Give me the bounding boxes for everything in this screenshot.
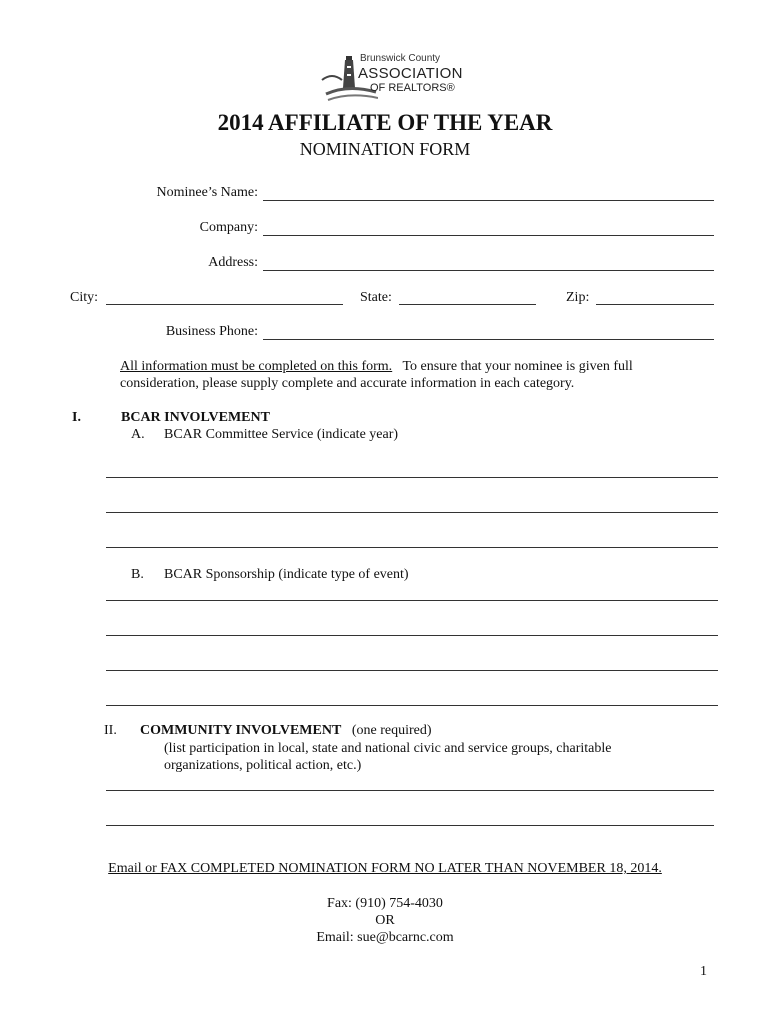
city-label: City: — [70, 290, 99, 305]
sponsorship-line-4[interactable] — [106, 705, 718, 706]
section-2-heading: COMMUNITY INVOLVEMENT — [140, 723, 342, 738]
form-title: 2014 AFFILIATE OF THE YEAR — [217, 110, 553, 135]
section-2-desc-line-2: organizations, political action, etc.) — [164, 758, 362, 773]
instructions-rest: To ensure that your nominee is given full — [402, 359, 633, 374]
form-subtitle: NOMINATION FORM — [299, 139, 471, 159]
address-field[interactable] — [263, 270, 714, 271]
page-number: 1 — [700, 964, 707, 979]
section-1-heading: BCAR INVOLVEMENT — [121, 410, 270, 425]
committee-service-line-2[interactable] — [106, 512, 718, 513]
email-address: Email: sue@bcarnc.com — [316, 930, 454, 945]
company-label: Company: — [199, 220, 258, 235]
fax-number: Fax: (910) 754-4030 — [327, 896, 443, 911]
state-label: State: — [360, 290, 392, 305]
section-2-heading-line — [140, 723, 432, 739]
logo-line-1: Brunswick County — [360, 53, 441, 64]
logo-line-3: OF REALTORS® — [370, 82, 455, 94]
instructions-underlined: All information must be completed on this form. — [120, 359, 393, 374]
city-field[interactable] — [106, 304, 343, 305]
section-1a-letter: A. — [131, 427, 145, 442]
company-field[interactable] — [263, 235, 714, 236]
state-field[interactable] — [399, 304, 536, 305]
instructions-line-1 — [120, 359, 633, 375]
sponsorship-line-3[interactable] — [106, 670, 718, 671]
or-text: OR — [375, 913, 395, 928]
deadline-text: Email or FAX COMPLETED NOMINATION FORM NO LATER THAN NOVEMBER 18, 2014. — [108, 861, 662, 876]
section-1b-text: BCAR Sponsorship (indicate type of event) — [164, 567, 409, 582]
instructions-line-2: consideration, please supply complete and accurate information in each category. — [120, 376, 575, 391]
section-2-numeral: II. — [104, 723, 117, 738]
association-logo — [318, 50, 468, 106]
committee-service-line-3[interactable] — [106, 547, 718, 548]
section-2-desc-line-1: (list participation in local, state and national civic and service groups, charitable — [164, 741, 612, 756]
section-1-numeral: I. — [72, 410, 81, 425]
sponsorship-line-1[interactable] — [106, 600, 718, 601]
sponsorship-line-2[interactable] — [106, 635, 718, 636]
business-phone-field[interactable] — [263, 339, 714, 340]
zip-label: Zip: — [566, 290, 590, 305]
zip-field[interactable] — [596, 304, 714, 305]
deadline-notice — [0, 861, 770, 877]
nominee-name-label: Nominee’s Name: — [156, 185, 258, 200]
section-1a-text: BCAR Committee Service (indicate year) — [164, 427, 399, 442]
nominee-name-field[interactable] — [263, 200, 714, 201]
business-phone-label: Business Phone: — [165, 324, 258, 339]
committee-service-line-1[interactable] — [106, 477, 718, 478]
address-label: Address: — [208, 255, 258, 270]
section-1b-letter: B. — [131, 567, 144, 582]
community-involvement-line-1[interactable] — [106, 790, 714, 791]
logo-line-2: ASSOCIATION — [358, 65, 463, 82]
community-involvement-line-2[interactable] — [106, 825, 714, 826]
section-2-note: (one required) — [351, 723, 432, 738]
